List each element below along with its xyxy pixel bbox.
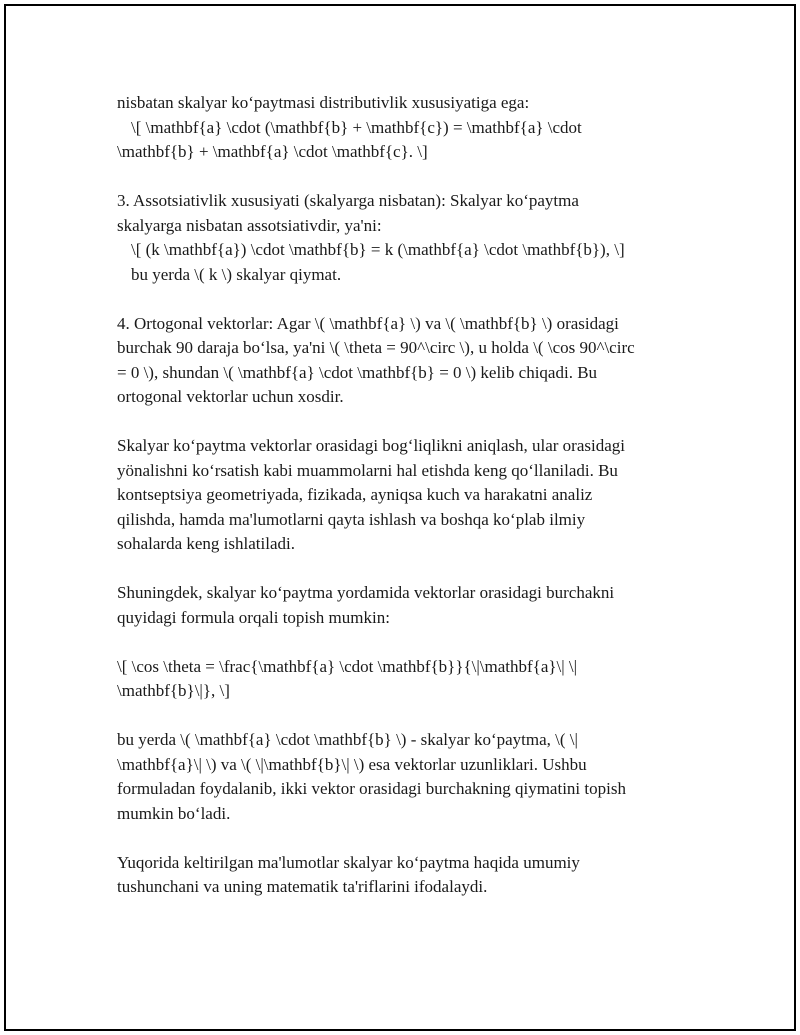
paragraph [117,581,677,630]
text-line: 3. Assotsiativlik xususiyati (skalyarga nisbatan): Skalyar koʻpaytma [117,191,579,210]
text-line: yönalishni koʻrsatish kabi muammolarni hal etishda keng qoʻllaniladi. Bu [117,460,618,480]
text-line: tushunchani va uning matematik ta'riflarini ifodalaydi. [117,877,488,896]
text-line: \[ \cos \theta = \frac{\mathbf{a} \cdot \mathbf{b}}{\|\mathbf{a}\| \| [117,656,578,676]
text-line: kontseptsiya geometriyada, fizikada, ayniqsa kuch va harakatni analiz [117,485,593,504]
paragraph [117,91,677,165]
text-line: 4. Ortogonal vektorlar: Agar \( \mathbf{a} \) va \( \mathbf{b} \) orasidagi [117,313,619,333]
text-line: \mathbf{a}\| \) va \( \|\mathbf{b}\| \) esa vektorlar uzunliklari. Ushbu [117,754,587,774]
text-line: bu yerda \( k \) skalyar qiymat. [131,264,342,284]
paragraph [117,434,677,557]
text-line: Shuningdek, skalyar koʻpaytma yordamida vektorlar orasidagi burchakni [117,583,615,602]
text-line: mumkin boʻladi. [117,803,231,823]
text-line: \mathbf{b}\|}, \] [117,681,230,700]
text-line: qilishda, hamda ma'lumotlarni qayta ishlash va boshqa koʻplab ilmiy [117,509,586,529]
text-line: sohalarda keng ishlatiladi. [117,534,295,553]
paragraph [117,189,677,287]
text-line: quyidagi formula orqali topish mumkin: [117,607,390,627]
text-line: nisbatan skalyar koʻpaytmasi distributivlik xususiyatiga ega: [117,93,530,112]
text-line: bu yerda \( \mathbf{a} \cdot \mathbf{b} \) - skalyar koʻpaytma, \( \| [117,730,578,749]
paragraph [117,312,677,410]
text-line: burchak 90 daraja boʻlsa, ya'ni \( \theta = 90^\circ \), u holda \( \cos 90^\circ [117,338,635,357]
text-line: formuladan foydalanib, ikki vektor orasidagi burchakning qiymatini topish [117,779,626,798]
paragraph [117,728,677,826]
text-line: \[ \mathbf{a} \cdot (\mathbf{b} + \mathbf{c}) = \mathbf{a} \cdot [131,117,582,137]
text-line: \[ (k \mathbf{a}) \cdot \mathbf{b} = k (\mathbf{a} \cdot \mathbf{b}), \] [131,240,625,259]
document-body [117,91,677,924]
paragraph [117,851,677,900]
text-line: ortogonal vektorlar uchun xosdir. [117,387,344,406]
paragraph [117,655,677,704]
text-line: Skalyar koʻpaytma vektorlar orasidagi bogʻliqlikni aniqlash, ular orasidagi [117,436,625,455]
text-line: = 0 \), shundan \( \mathbf{a} \cdot \mathbf{b} = 0 \) kelib chiqadi. Bu [117,362,598,382]
text-line: skalyarga nisbatan assotsiativdir, ya'ni: [117,215,382,235]
text-line: \mathbf{b} + \mathbf{a} \cdot \mathbf{c}. \] [117,142,428,161]
text-line: Yuqorida keltirilgan ma'lumotlar skalyar koʻpaytma haqida umumiy [117,852,580,872]
